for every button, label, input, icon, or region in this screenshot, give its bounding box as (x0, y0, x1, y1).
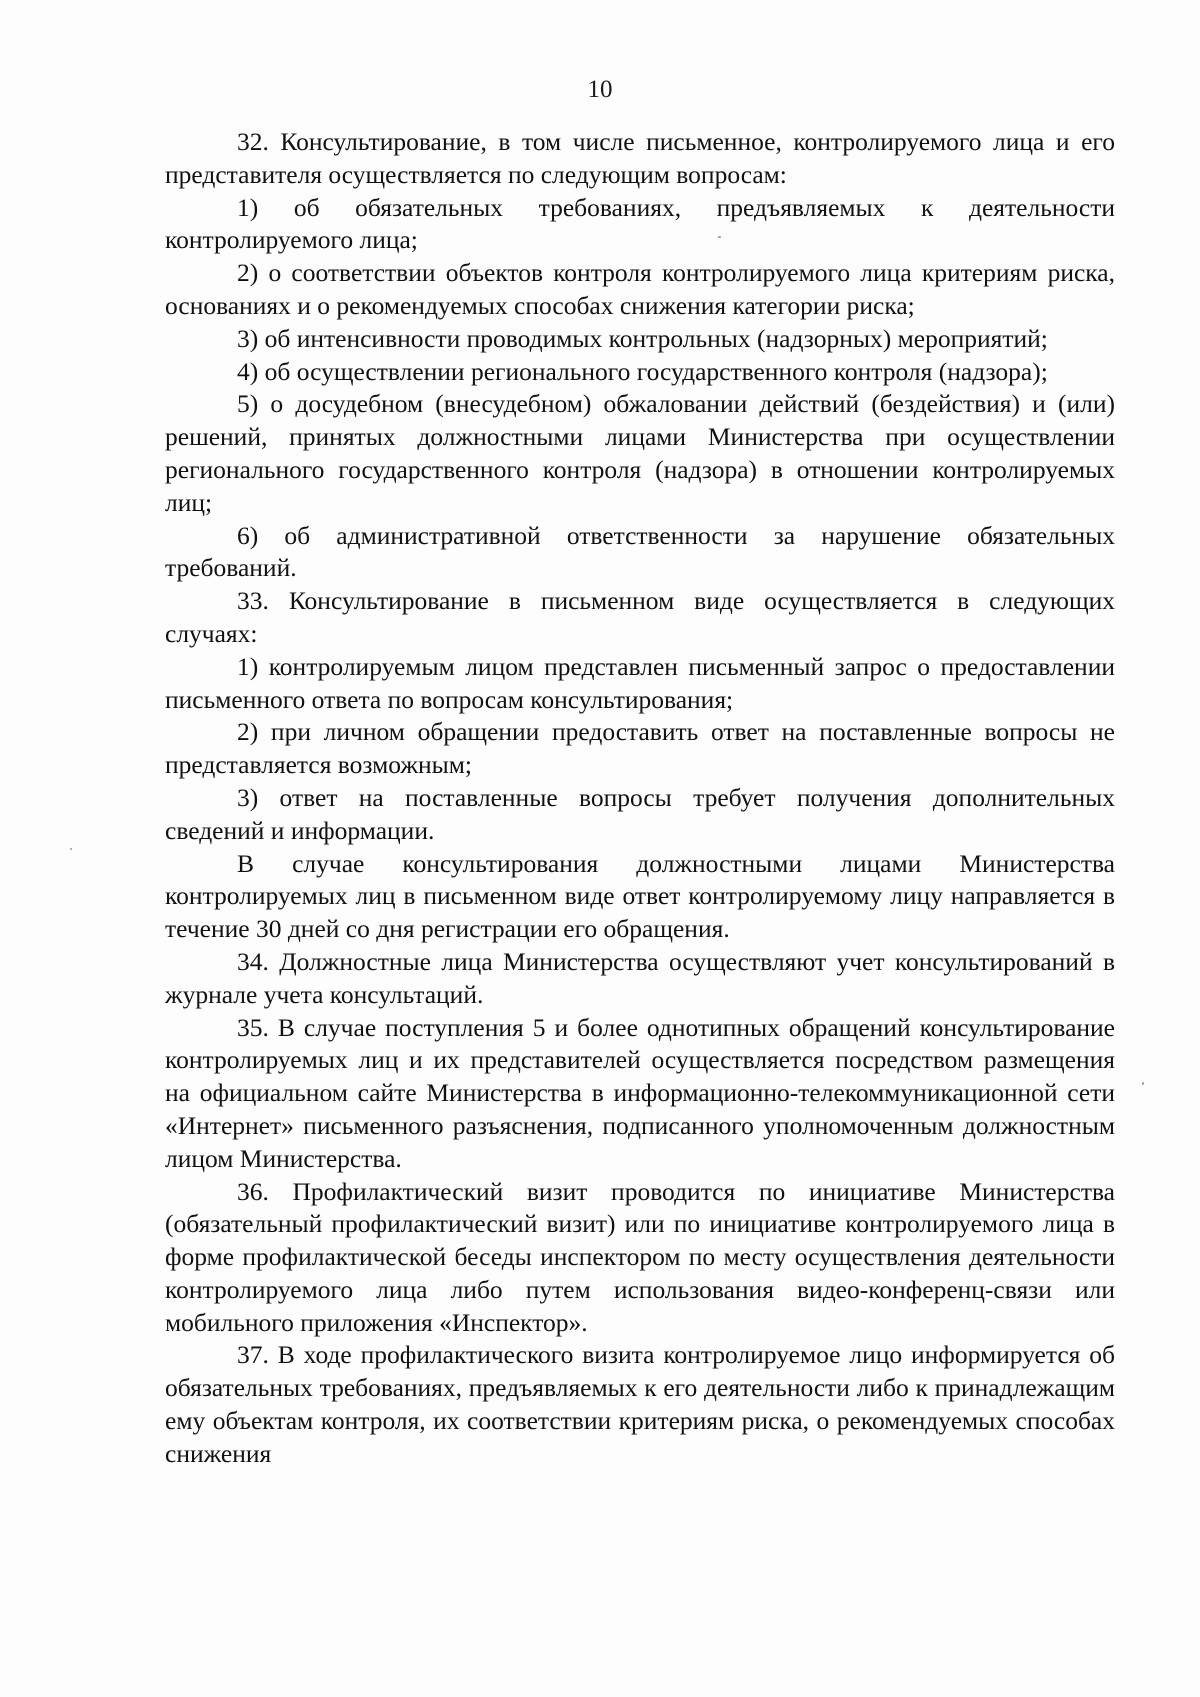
list-item-33-2: 2) при личном обращении предоставить ответ на поставленные вопросы не представляется возможным; (165, 717, 1115, 780)
paragraph-37: 37. В ходе профилактического визита контролируемое лицо информируется об обязательных требованиях, предъявляемых к его деятельности либо к принадлежащим ему объектам контроля, их соответствии критериям риска, о рекомендуемых способах снижения (165, 1340, 1115, 1468)
paragraph-34: 34. Должностные лица Министерства осуществляют учет консультирований в журнале учета консультаций. (165, 946, 1115, 1009)
paragraph-36: 36. Профилактический визит проводится по инициативе Министерства (обязательный профилактический визит) или по инициативе контролируемого лица в форме профилактической беседы инспектором по месту осуществления деятельности контролируемого лица либо путем использования видео-конференц-связи или мобильного приложения «Инспектор». (165, 1176, 1115, 1337)
list-item-32-2: 2) о соответствии объектов контроля контролируемого лица критериям риска, основаниях и о рекомендуемых способах снижения категории риска; (165, 258, 1115, 320)
scan-speck (1142, 1082, 1144, 1085)
list-item-33-3: 3) ответ на поставленные вопросы требует получения дополнительных сведений и информации. (165, 782, 1115, 845)
paragraph-33-response: В случае консультирования должностными лицами Министерства контролируемых лиц в письменном виде ответ контролируемому лицу направляется в течение 30 дней со дня регистрации его обращения. (165, 848, 1115, 944)
paragraph-33: 33. Консультирование в письменном виде осуществляется в следующих случаях: (165, 586, 1115, 648)
scan-speck (718, 236, 721, 238)
paragraph-35: 35. В случае поступления 5 и более однотипных обращений консультирование контролируемых лиц и их представителей осуществляется посредством размещения на официальном сайте Министерства в информационно-телекоммуникационной сети «Интернет» письменного разъяснения, подписанного уполномоченным должностным лицом Министерства. (165, 1012, 1115, 1173)
scan-speck (70, 848, 72, 850)
page-number: 10 (587, 76, 613, 103)
paragraph-32: 32. Консультирование, в том числе письменное, контролируемого лица и его представителя осуществляется по следующим вопросам: (165, 127, 1115, 189)
list-item-33-1: 1) контролируемым лицом представлен письменный запрос о предоставлении письменного ответа по вопросам консультирования; (165, 651, 1115, 714)
document-body (165, 126, 1115, 1471)
list-item-32-1: 1) об обязательных требованиях, предъявляемых к деятельности контролируемого лица; (165, 192, 1115, 255)
list-item-32-4: 4) об осуществлении регионального государственного контроля (надзора); (237, 356, 1048, 386)
list-item-32-5: 5) о досудебном (внесудебном) обжаловании действий (бездействия) и (или) решений, принятых должностными лицами Министерства при осуществлении регионального государственного контроля (надзора) в отношении контролируемых лиц; (165, 389, 1115, 517)
list-item-32-3: 3) об интенсивности проводимых контрольных (надзорных) мероприятий; (237, 323, 1048, 353)
list-item-32-6: 6) об административной ответственности за нарушение обязательных требований. (165, 520, 1115, 583)
